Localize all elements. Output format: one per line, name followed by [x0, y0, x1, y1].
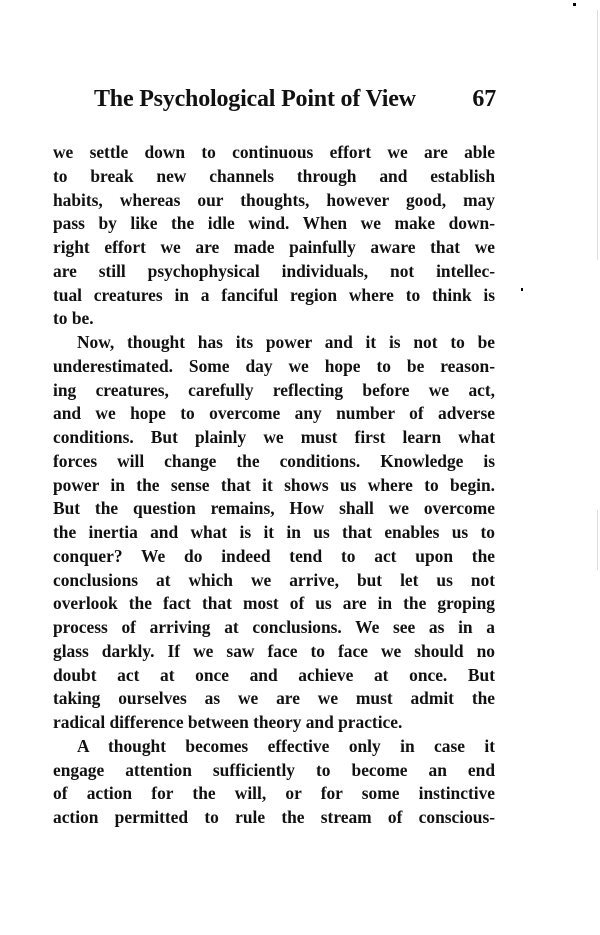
page-number: 67: [472, 86, 496, 112]
running-header: [94, 86, 496, 118]
text-line: radical difference between theory and practice.: [53, 712, 403, 732]
text-line: But the question remains, How shall we overcome: [53, 498, 495, 519]
text-line: conquer? We do indeed tend to act upon the: [53, 545, 495, 566]
text-line: power in the sense that it shows us where to begin.: [53, 474, 495, 495]
text-line: A thought becomes effective only in case it: [77, 735, 495, 756]
scan-speck: [521, 288, 523, 291]
text-line: ing creatures, carefully reflecting before we act,: [53, 379, 495, 400]
text-line: process of arriving at conclusions. We see as in a: [53, 617, 495, 637]
page-edge-shadow: [597, 510, 598, 570]
body-text: [53, 141, 495, 830]
text-line: the inertia and what is it in us that enables us to: [53, 522, 495, 542]
paragraph-2: [53, 331, 495, 735]
scan-speck: [573, 3, 576, 6]
text-line: action permitted to rule the stream of conscious-: [53, 807, 495, 827]
text-line: doubt act at once and achieve at once. But: [53, 664, 495, 685]
text-line: tual creatures in a fanciful region where to think is: [53, 284, 495, 305]
text-line: engage attention sufficiently to become an end: [53, 759, 495, 780]
text-line: Now, thought has its power and it is not to be: [77, 332, 495, 352]
text-line: conclusions at which we arrive, but let us not: [53, 569, 495, 590]
text-line: taking ourselves as we are we must admit the: [53, 688, 495, 709]
text-line: right effort we are made painfully aware that we: [53, 237, 495, 257]
running-head-title: The Psychological Point of View: [94, 86, 416, 112]
paragraph-1: [53, 141, 495, 331]
text-line: pass by like the idle wind. When we make down-: [53, 213, 495, 234]
text-line: of action for the will, or for some instinctive: [53, 783, 495, 804]
page-edge-shadow: [597, 10, 598, 260]
text-line: we settle down to continuous effort we are able: [53, 142, 495, 162]
text-line: are still psychophysical individuals, not intellec-: [53, 260, 495, 281]
text-line: conditions. But plainly we must first learn what: [53, 427, 495, 447]
text-line: forces will change the conditions. Knowledge is: [53, 450, 495, 471]
text-line: underestimated. Some day we hope to be reason-: [53, 355, 495, 376]
text-line: glass darkly. If we saw face to face we should no: [53, 640, 495, 661]
text-line: habits, whereas our thoughts, however good, may: [53, 189, 495, 210]
paragraph-3: [53, 735, 495, 830]
text-line: to break new channels through and establish: [53, 165, 495, 186]
text-line: overlook the fact that most of us are in the groping: [53, 593, 495, 614]
text-line: to be.: [53, 308, 94, 329]
text-line: and we hope to overcome any number of adverse: [53, 403, 495, 424]
